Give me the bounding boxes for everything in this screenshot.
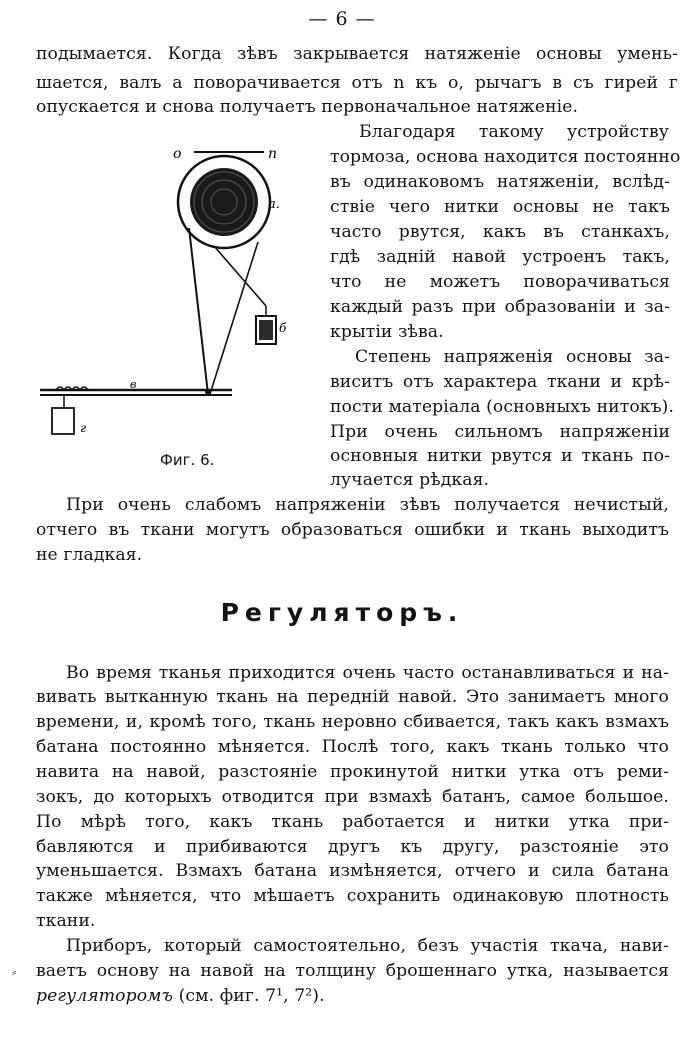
text-line: батана постоянно мѣняется. Послѣ того, какъ ткань только что	[36, 737, 669, 757]
text-line: При очень слабомъ напряженіи зѣвъ получается нечистый,	[66, 495, 669, 515]
text-line: По мѣрѣ того, какъ ткань работается и нитки утка при-	[36, 812, 669, 832]
section-heading: Регуляторъ.	[220, 598, 464, 627]
text-line: ваетъ основу на навой на толщину брошеннаго утка, называется	[36, 961, 669, 981]
text-line: ствіе чего нитки основы не такъ	[330, 197, 670, 217]
text-line: крытіи зѣва.	[330, 322, 444, 342]
figure-reference: (см. фиг. 7¹, 7²).	[173, 986, 325, 1006]
text-line: не гладкая.	[36, 545, 143, 565]
text-line: уменьшается. Взмахъ батана измѣняется, отчего и сила батана	[36, 861, 669, 881]
text-line: пости матеріала (основныхъ нитокъ).	[330, 397, 675, 417]
text-line: тормоза, основа находится постоянно	[330, 147, 681, 167]
text-line: что не можетъ поворачиваться	[330, 272, 670, 292]
label-b: б	[279, 321, 287, 335]
text-line: подымается. Когда зѣвъ закрывается натяженіе основы умень-	[36, 44, 678, 64]
page-number: — 6 —	[308, 8, 376, 30]
margin-mark: ⸗	[12, 965, 17, 980]
text-line: лучается рѣдкая.	[330, 470, 490, 490]
text-line: бавляются и прибиваются другъ къ другу, разстояніе это	[36, 837, 669, 857]
text-line: также мѣняется, что мѣшаетъ сохранить одинаковую плотность	[36, 886, 669, 906]
label-a: а.	[268, 197, 280, 212]
text-line: ткани.	[36, 911, 96, 931]
text-line: Во время тканья приходится очень часто останавливаться и на-	[66, 663, 669, 683]
figure-6-brake-diagram	[36, 138, 326, 458]
text-line: Благодаря такому устройству	[359, 122, 669, 142]
text-line: При очень сильномъ напряженіи	[330, 422, 670, 442]
text-line: Приборъ, который самостоятельно, безъ участія ткача, нави-	[66, 936, 669, 956]
weight-g	[52, 408, 74, 434]
label-v: в	[130, 378, 137, 391]
italic-term: регуляторомъ	[36, 986, 174, 1006]
figure-caption: Фиг. 6.	[160, 451, 215, 469]
text-line: виситъ отъ характера ткани и крѣ-	[330, 372, 670, 392]
text-line: основныя нитки рвутся и ткань по-	[330, 446, 670, 466]
text-line: отчего въ ткани могутъ образоваться ошибки и ткань выходитъ	[36, 520, 669, 540]
text-line: навита на навой, разстояніе прокинутой нитки утка отъ реми-	[36, 762, 669, 782]
text-line	[36, 984, 325, 1008]
text-line: каждый разъ при образованіи и за-	[330, 297, 670, 317]
text-line: зокъ, до которыхъ отводится при взмахѣ батанъ, самое большое.	[36, 787, 669, 807]
text-line: Степень напряженія основы за-	[355, 347, 670, 367]
text-line: опускается и снова получаетъ первоначальное натяженіе.	[36, 97, 579, 117]
label-o: о	[173, 146, 182, 162]
label-n: n	[268, 146, 278, 162]
text-line: вивать вытканную ткань на передній навой. Это занимаетъ много	[36, 687, 669, 707]
text-line: шается, валъ а поворачивается отъ n къ о, рычагъ в съ гирей г	[36, 73, 678, 93]
text-line: гдѣ задній навой устроенъ такъ,	[330, 247, 670, 267]
beam-roll	[190, 168, 258, 236]
label-g: г	[80, 421, 87, 435]
text-line: въ одинаковомъ натяженіи, вслѣд-	[330, 172, 670, 192]
text-line: времени, и, кромѣ того, ткань неровно сбивается, такъ какъ взмахъ	[36, 712, 669, 732]
text-line: часто рвутся, какъ въ станкахъ,	[330, 222, 670, 242]
